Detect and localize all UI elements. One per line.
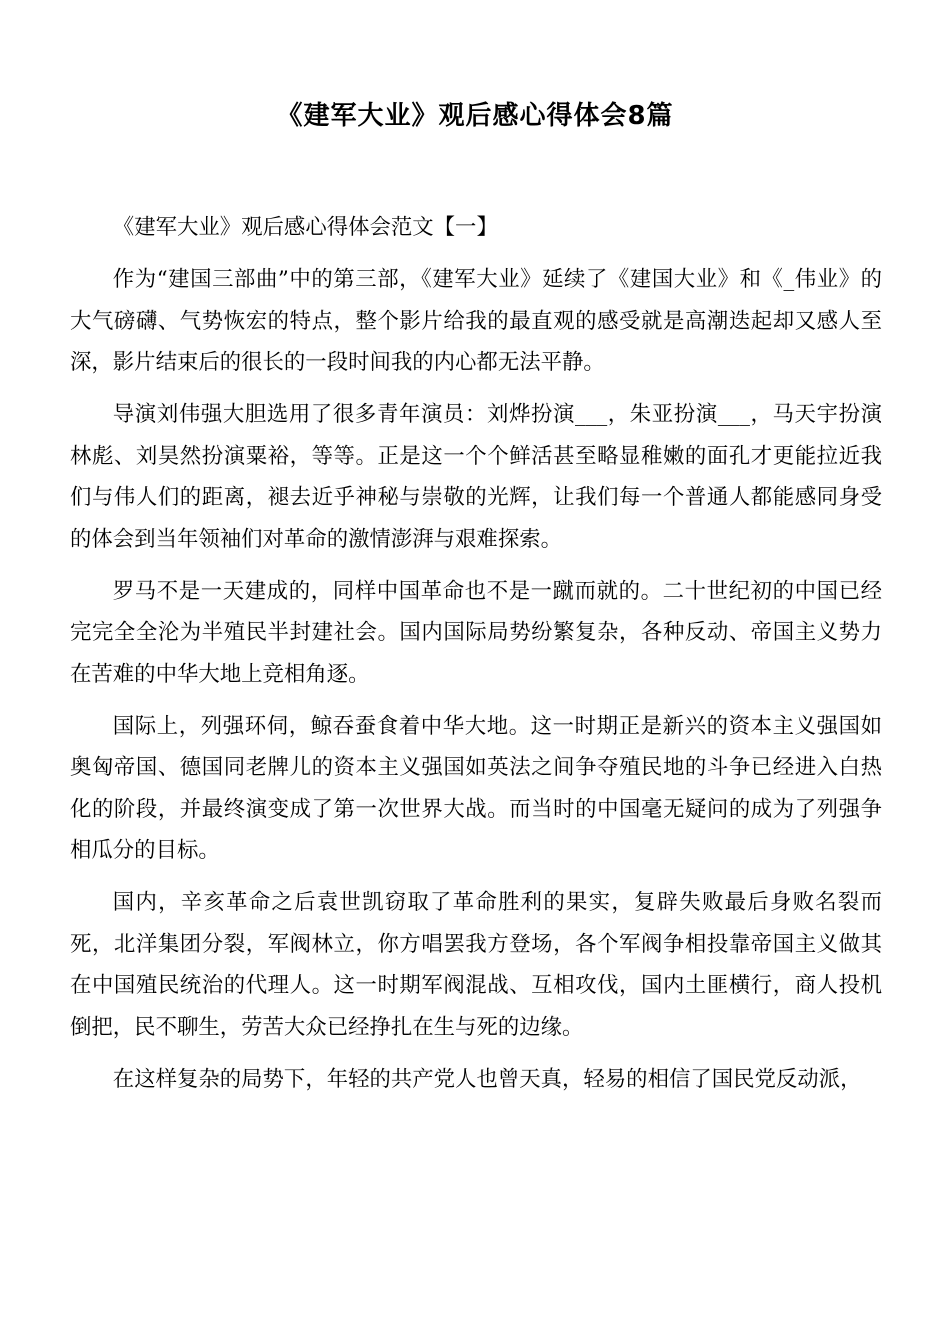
document-title: 《建军大业》观后感心得体会8篇 — [276, 101, 674, 131]
section-heading: 《建军大业》观后感心得体会范文【一】 — [112, 215, 498, 240]
paragraph: 导演刘伟强大胆选用了很多青年演员：刘烨扮演___，朱亚扮演___，马天宇扮演林彪、刘昊然扮演粟裕，等等。正是这一个个鲜活甚至略显稚嫩的面孔才更能拉近我们与伟人们的距离，褪去近乎神秘与崇敬的光辉，让我们每一个普通人都能感同身受的体会到当年领袖们对革命的激情澎湃与艰难探索。 — [70, 402, 882, 552]
paragraph: 罗马不是一天建成的，同样中国革命也不是一蹴而就的。二十世纪初的中国已经完完全全沦为半殖民半封建社会。国内国际局势纷繁复杂，各种反动、帝国主义势力在苦难的中华大地上竞相角逐。 — [70, 578, 882, 687]
paragraph: 作为“建国三部曲”中的第三部，《建军大业》延续了《建国大业》和《_伟业》的大气磅礴、气势恢宏的特点，整个影片给我的最直观的感受就是高潮迭起却又感人至深，影片结束后的很长的一段时间我的内心都无法平静。 — [70, 267, 882, 375]
document-body — [70, 207, 882, 1111]
paragraph: 国内，辛亥革命之后袁世凯窃取了革命胜利的果实，复辟失败最后身败名裂而死，北洋集团分裂，军阀林立，你方唱罢我方登场，各个军阀争相投靠帝国主义做其在中国殖民统治的代理人。这一时期军阀混战、互相攻伐，国内土匪横行，商人投机倒把，民不聊生，劳苦大众已经挣扎在生与死的边缘。 — [70, 890, 882, 1040]
paragraph: 国际上，列强环伺，鲸吞蚕食着中华大地。这一时期正是新兴的资本主义强国如奥匈帝国、德国同老牌儿的资本主义强国如英法之间争夺殖民地的斗争已经进入白热化的阶段，并最终演变成了第一次世界大战。而当时的中国毫无疑问的成为了列强争相瓜分的目标。 — [70, 713, 882, 863]
paragraph: 在这样复杂的局势下，年轻的共产党人也曾天真，轻易的相信了国民党反动派， — [112, 1066, 862, 1092]
